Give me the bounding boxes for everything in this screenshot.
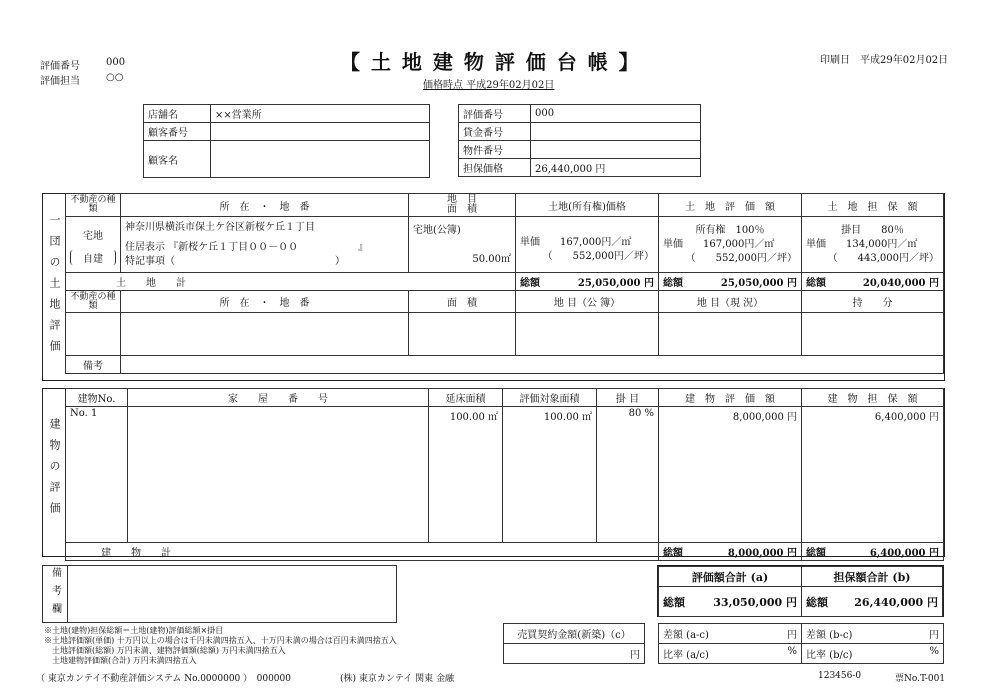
land-area: 50.00㎡ — [472, 254, 511, 265]
bld-total-word-1: 総額 — [663, 548, 683, 559]
land-h2-category-reg: 地 目（公 簿） — [516, 291, 659, 313]
land-eval-unit: 単価 167,000円／㎡ — [663, 238, 775, 250]
coll-total: 26,440,000 円 — [854, 595, 938, 609]
land-remarks-label: 備考 — [66, 356, 121, 374]
land-price-unit: 単価 167,000円／㎡ — [520, 237, 632, 248]
eval-staff-value: ○○ — [106, 72, 124, 83]
land-h-price: 土地(所有権)価格 — [516, 194, 659, 217]
land-type: 宅地 — [83, 231, 103, 242]
land-coll-tsubo: （ 443,000円／坪） — [827, 252, 939, 264]
land-table — [65, 193, 944, 374]
customer-name-label: 顧客名 — [144, 141, 211, 178]
land-category: 宅地(公簿) — [413, 225, 461, 236]
bld-no: No. 1 — [66, 407, 128, 543]
bld-target-area: 100.00 ㎡ — [503, 407, 597, 543]
bld-h-floor-area: 延床面積 — [429, 389, 503, 407]
eval-info-table — [458, 104, 701, 177]
ratio-a-label: 比率 (a/c) — [663, 650, 709, 661]
print-date: 印刷日 平成29年02月02日 — [820, 55, 949, 66]
eval-staff-label: 評価担当 — [40, 76, 80, 87]
eval-no-value: 000 — [106, 57, 126, 68]
diff-a-label: 差額 (a-c) — [663, 630, 709, 641]
diff-a-unit: 円 — [787, 630, 797, 641]
land-type-sub: 自建 — [70, 250, 116, 265]
collateral-value: 26,440,000 円 — [531, 159, 701, 177]
remarks-value — [68, 566, 397, 623]
note-3: 土地評価額(総額) 万円未満、建物評価額(総額) 万円未満四捨五入 — [44, 646, 286, 655]
remarks-table — [42, 565, 397, 623]
bld-rate: 80 % — [597, 407, 659, 543]
footer-system: （ 東京カンテイ不動産評価システム No.0000000 ） 000000 — [36, 674, 291, 684]
ratio-b-label: 比率 (b/c) — [806, 650, 853, 661]
footer-code: 123456-0 — [818, 671, 862, 681]
footer-company: (株) 東京カンテイ 関東 金融 — [340, 674, 454, 684]
note-1: ※土地(建物)担保総額＝土地(建物)評価総額×掛目 — [44, 626, 224, 635]
bld-total-word-2: 総額 — [806, 548, 826, 559]
customer-no-value — [211, 123, 430, 141]
bld-total-coll: 6,400,000 円 — [869, 548, 939, 559]
land-total-price: 25,050,000 円 — [577, 278, 654, 289]
land-total-word-2: 総額 — [663, 278, 683, 289]
land-h2-address: 所 在 ・ 地 番 — [121, 291, 409, 313]
r-eval-no-value: 000 — [531, 105, 701, 123]
property-no-label: 物件番号 — [459, 141, 531, 159]
collateral-label: 担保価格 — [459, 159, 531, 177]
building-table — [65, 388, 944, 561]
customer-name-value — [211, 141, 430, 178]
land-price-tsubo: （ 552,000円／坪） — [542, 251, 654, 262]
store-label: 店舗名 — [144, 105, 211, 123]
store-value: ××営業所 — [211, 105, 430, 123]
remarks-label: 備考欄 — [43, 566, 68, 623]
land-h-coll: 土 地 担 保 額 — [802, 194, 944, 217]
diff-table — [658, 623, 944, 664]
sum-total-word-2: 総額 — [806, 595, 828, 609]
land-section-label: 一団の土地評価 — [48, 214, 61, 361]
customer-no-label: 顧客番号 — [144, 123, 211, 141]
land-ownership: 所有権 100％ — [695, 224, 765, 236]
bld-h-rate: 掛 目 — [597, 389, 659, 407]
land-h-address: 所 在 ・ 地 番 — [121, 194, 409, 217]
land-total-word-3: 総額 — [806, 278, 826, 289]
coll-total-label: 担保額合計 (b) — [802, 567, 943, 587]
note-4: 土地建物評価額(合計) 万円未満四捨五入 — [44, 656, 197, 665]
land-remarks-value — [121, 356, 944, 374]
price-date: 価格時点 平成29年02月02日 — [423, 80, 555, 91]
footer-form-no: 票No.T-001 — [895, 674, 946, 684]
sale-unit: 円 — [504, 644, 645, 664]
land-total-word-1: 総額 — [520, 278, 540, 289]
land-h2-type: 不動産の種類 — [66, 291, 121, 313]
eval-total: 33,050,000 円 — [713, 595, 797, 609]
eval-total-label: 評価額合計 (a) — [659, 567, 802, 587]
bld-total-eval: 8,000,000 円 — [727, 548, 797, 559]
sale-table — [503, 623, 645, 664]
bld-h-coll: 建 物 担 保 額 — [802, 389, 944, 407]
building-section-label: 建物の評価 — [48, 417, 61, 523]
r-eval-no-label: 評価番号 — [459, 105, 531, 123]
bld-house-no — [128, 407, 429, 543]
loan-no-value — [531, 123, 701, 141]
bld-h-eval: 建 物 評 価 額 — [659, 389, 802, 407]
sale-label: 売買契約金額(新築)（c） — [504, 624, 645, 644]
property-no-value — [531, 141, 701, 159]
land-h2-area: 面 積 — [409, 291, 516, 313]
bld-eval: 8,000,000 円 — [659, 407, 802, 543]
bld-total-label: 建 物 計 — [66, 543, 659, 561]
land-residence: 住居表示 『新桜ケ丘１丁目００－００ 』 — [125, 242, 369, 253]
bld-floor-area: 100.00 ㎡ — [429, 407, 503, 543]
bld-coll: 6,400,000 円 — [802, 407, 944, 543]
land-address: 神奈川県横浜市保土ケ谷区新桜ケ丘１丁目 — [125, 222, 315, 233]
land-eval-tsubo: （ 552,000円／坪） — [685, 252, 797, 264]
loan-no-label: 貸金番号 — [459, 123, 531, 141]
land-total-label: 土 地 計 — [66, 273, 516, 291]
eval-no-label: 評価番号 — [40, 61, 80, 72]
sum-total-word-1: 総額 — [663, 595, 685, 609]
bld-h-house-no: 家 屋 番 号 — [128, 389, 429, 407]
land-h2-share: 持 分 — [802, 291, 944, 313]
page-title: 【 土 地 建 物 評 価 台 帳 】 — [340, 50, 641, 74]
land-h-type: 不動産の種類 — [66, 194, 121, 217]
diff-b-unit: 円 — [929, 630, 939, 641]
note-2: ※土地評価額(単価) 十万円以上の場合は千円未満四捨五入、十万円未満の場合は百円未満四捨五入 — [44, 636, 397, 645]
land-h-category: 地 目 面 積 — [409, 194, 516, 217]
land-total-coll: 20,040,000 円 — [862, 278, 939, 289]
land-h2-category-actual: 地 目（現 況） — [659, 291, 802, 313]
diff-b-label: 差額 (b-c) — [806, 630, 853, 641]
ratio-a-unit: % — [787, 646, 797, 657]
land-coll-unit: 単価 134,000円／㎡ — [806, 238, 918, 250]
land-special: 特記事項（ ） — [125, 256, 345, 267]
customer-info-table — [143, 104, 430, 178]
bld-h-no: 建物No. — [66, 389, 128, 407]
ratio-b-unit: % — [929, 646, 939, 657]
land-total-eval: 25,050,000 円 — [720, 278, 797, 289]
bld-h-target-area: 評価対象面積 — [503, 389, 597, 407]
land-h-eval: 土 地 評 価 額 — [659, 194, 802, 217]
land-rate: 掛目 80％ — [841, 224, 904, 236]
summary-table — [658, 566, 943, 617]
